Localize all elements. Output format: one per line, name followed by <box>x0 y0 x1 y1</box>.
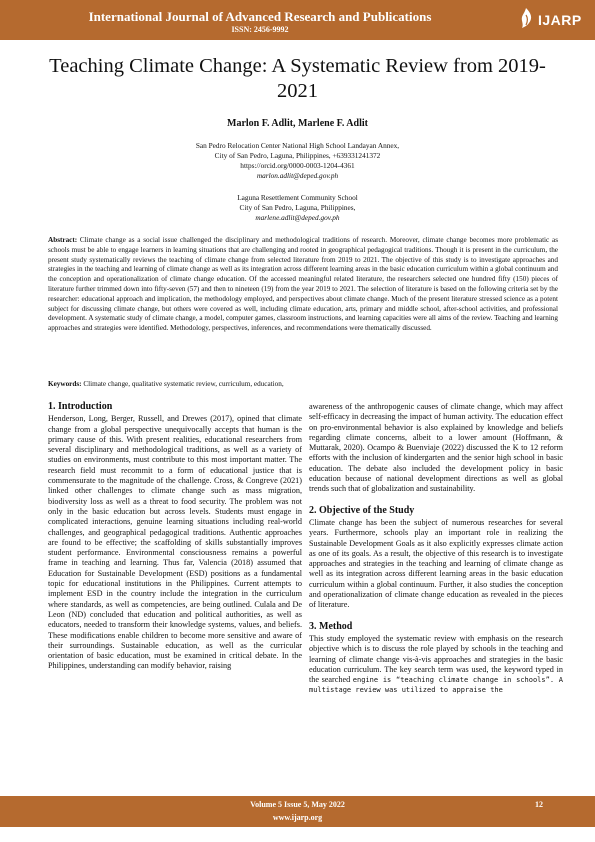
introduction-text: Henderson, Long, Berger, Russell, and Drewes (2017), opined that climate change from a global perspective unequivocally accepts that human is the primary cause of this. With present realities, educational researchers from several disciplinary and methodological traditions, as well as a variety of studies on environments, must contribute to this most important matter. The research field must recommit to a form of educational justice that is commensurate to the magnitude of the challenge. Cross, & Congreve (2021) linked other challenges to climate change such as mass migration, biodiversity loss as well as a threat to food security. The problem was not only in the basic education but across levels. Students must engage in complicated interactions, genuine learning situations including real-world challenges, and geographical pedagogical traditions. Authentic approaches are found to be effective; the scaffolding of skills substantially improves student performance. Environmental consciousness remains a powerful frame in teaching and learning. Thus far, Valencia (2018) assumed that Education for Sustainable Development (ESD) positions as a fundamental topic for educational institutions in the Philippines. Current attempts to implement ESD in the country include the integration in the curriculum where standards, as well as competencies, are being outlined. Culala and De Leon (ND) concluded that education and political authorities, as well as educators, needed to transform their knowledge systems, values, and beliefs. These modifications enable children to become more sensitive and aware of their surroundings. Sustainable education, as well as the curricular orientation of basic education, must be examined in critical debate. In the Philippines, understanding can modify behavior, raising <box>48 414 302 671</box>
method-text <box>309 634 563 696</box>
footer-volume: Volume 5 Issue 5, May 2022 <box>250 800 345 809</box>
affiliation-1-line1: San Pedro Relocation Center National High School Landayan Annex, <box>195 141 400 150</box>
footer-url[interactable]: www.ijarp.org <box>272 813 323 822</box>
abstract-text: Climate change as a social issue challenged the disciplinary and methodological traditions of research. Moreover, climate change becomes more problematic as schools must be able to engage learners in learning situations that are challenging and rooted in geographical pedagogical traditions. Though it is present in the curriculum, the present study systematically reviews the teaching of climate change from selected literature from 2019 to 2021. The objective of this study is to investigate approaches and strategies in the teaching and learning of climate change as well as its integration across different learning areas in the basic education curriculum within a global continuum and the conception and operationalization of climate change education. Of the accessed meaningful related literature, the researchers selected one hundred fifty (150) pieces of literature further trimmed down into fifty-seven (57) and then to nineteen (19) from the year 2019 to 2021. The selection of literature is based on the following criteria set by the researcher: educational approach and implication, the methodology employed, and perspectives about climate change. Much of the present literature stressed science as a potent subject for discussing climate change, but others were covered as well, including climate education, arts, primary and middle school, after-school activities, and professional development. A systematic study of climate change, a model, computer games, classroom instructions, and learning capacities were all aims of the review. Teaching and learning approaches and strategies were identified. Methodology, perspectives, inferences, and recommendations were thematically discussed. <box>48 236 558 333</box>
method-search-term: engine is “teaching climate change in schools”. A multistage review was utilized to appraise the <box>309 676 563 695</box>
affiliation-2-line2: City of San Pedro, Laguna, Philippines, <box>239 203 356 212</box>
abstract <box>48 236 558 334</box>
page-footer-bar <box>0 796 595 827</box>
keywords <box>48 380 558 388</box>
journal-header-bar <box>0 0 595 40</box>
page-number: 12 <box>535 800 543 809</box>
objective-text: Climate change has been the subject of numerous researches for several years. Furthermore, schools play an important role in realizing the Sustainable Development Goals as it also explicitly expresses climate action as one of its goals. As a result, the objective of this research is to investigate approaches and strategies in the teaching and learning of climate change as well as its integration across different learning areas in the basic education curriculum within a global continuum. Further, it also studies the conception and operationalization of climate change education as revealed in the pieces of literature. <box>309 517 563 610</box>
journal-issn: ISSN: 2456-9992 <box>231 25 289 34</box>
flame-leaf-icon <box>518 7 534 29</box>
paper-authors: Marlon F. Adlit, Marlene F. Adlit <box>227 118 368 129</box>
affiliation-1 <box>0 141 595 181</box>
journal-title: International Journal of Advanced Research and Publications <box>88 9 432 24</box>
objective-heading: 2. Objective of the Study <box>309 504 415 516</box>
logo-text: IJARP <box>538 12 582 28</box>
paper-title: Teaching Climate Change: A Systematic Review from 2019-2021 <box>49 55 546 102</box>
right-column <box>309 402 563 696</box>
author-2-email[interactable]: marlene.adlit@deped.gov.ph <box>255 213 340 222</box>
method-text-main: This study employed the systematic review with emphasis on the research objective which is to discuss the role played by schools in the teaching and learning of climate change vis-à-vis approaches and strategies in the basic education curriculum. The key search term was used, the keyword typed in the searched <box>309 633 563 685</box>
affiliation-2 <box>0 193 595 223</box>
keywords-label: Keywords: <box>48 380 82 388</box>
keywords-text: Climate change, qualitative systematic review, curriculum, education, <box>83 380 284 388</box>
method-heading: 3. Method <box>309 620 353 632</box>
orcid-link[interactable]: https://orcid.org/0000-0003-1204-4361 <box>240 161 355 170</box>
author-1-email[interactable]: marlon.adlit@deped.gov.ph <box>256 171 339 180</box>
introduction-continued-text: awareness of the anthropogenic causes of climate change, which may affect self-efficacy in decreasing the impact of human activity. The education effect on pro-environmental behavior is also explained by knowledge and beliefs regarding climate concerns, albeit to a lower amount (Hoffmann, & Muttarak, 2020). Ocampo & Buenviaje (2022) discussed the K to 12 reform efforts with the inclusion of kindergarten and the senior high school in basic education. The debate also included the development policy in basic education because of national development directions as well as global trends such that of globalization and sustainability. <box>309 402 563 494</box>
abstract-label: Abstract: <box>48 236 78 244</box>
journal-logo[interactable] <box>518 5 592 35</box>
introduction-heading: 1. Introduction <box>48 401 113 412</box>
affiliation-2-line1: Laguna Resettlement Community School <box>237 193 358 202</box>
affiliation-1-line2: City of San Pedro, Laguna, Philippines, +639331241372 <box>214 151 381 160</box>
left-column <box>48 402 302 672</box>
